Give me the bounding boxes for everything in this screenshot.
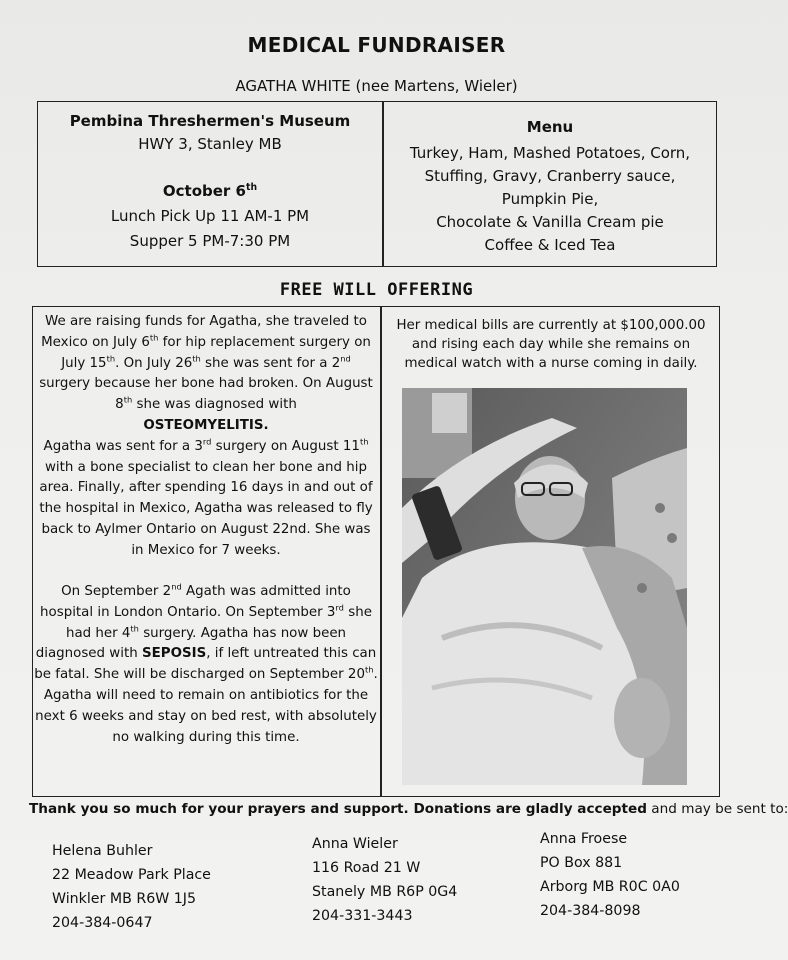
hospital-bed-photo-illustration xyxy=(402,388,687,785)
venue-address: HWY 3, Stanley MB xyxy=(138,135,282,153)
menu-line: Coffee & Iced Tea xyxy=(484,236,616,254)
contact-street: 116 Road 21 W xyxy=(312,860,421,876)
contact-phone: 204-331-3443 xyxy=(312,908,413,924)
story-paragraph-2: On September 2nd Agath was admitted into hospital in London Ontario. On September 3rd she had her 4th surgery. Agatha has now been diagnosed with SEPOSIS, if left untreated this can be fatal. She will be discharged on September 20th. Agatha will need to remain on antibiotics for the next 6 weeks and stay on bed rest, with absolutely no walking during this time. xyxy=(34,581,378,745)
menu-line: Chocolate & Vanilla Cream pie xyxy=(436,213,664,231)
diagnosis-sepsis: SEPOSIS xyxy=(141,646,207,662)
story-box-divider xyxy=(380,306,382,797)
contact-card xyxy=(52,839,211,935)
contact-card xyxy=(312,832,457,928)
event-box-divider xyxy=(382,101,384,267)
page-subtitle: AGATHA WHITE (nee Martens, Wieler) xyxy=(235,77,518,95)
menu-line: Turkey, Ham, Mashed Potatoes, Corn, xyxy=(409,144,691,162)
menu-heading: Menu xyxy=(526,118,574,136)
diagnosis-osteomyelitis: OSTEOMYELITIS. xyxy=(143,417,269,433)
lunch-time: Lunch Pick Up 11 AM-1 PM xyxy=(110,207,310,225)
contact-name: Anna Froese xyxy=(540,831,628,847)
free-will-offering-heading: FREE WILL OFFERING xyxy=(279,280,474,300)
contact-city: Arborg MB R0C 0A0 xyxy=(540,879,680,895)
contact-city: Winkler MB R6W 1J5 xyxy=(52,891,197,907)
medical-bills-text: Her medical bills are currently at $100,000.00 and rising each day while she remains on medical watch with a nurse coming in daily. xyxy=(396,318,706,371)
menu-line: Stuffing, Gravy, Cranberry sauce, xyxy=(424,167,676,185)
supper-time: Supper 5 PM-7:30 PM xyxy=(129,232,291,250)
contact-street: PO Box 881 xyxy=(540,855,623,871)
venue-name: Pembina Threshermen's Museum xyxy=(69,112,351,130)
contact-city: Stanely MB R6P 0G4 xyxy=(312,884,458,900)
contact-phone: 204-384-0647 xyxy=(52,915,153,931)
contact-phone: 204-384-8098 xyxy=(540,903,641,919)
event-date: October 6th xyxy=(162,182,258,200)
menu-line: Pumpkin Pie, xyxy=(501,190,599,208)
page-title: MEDICAL FUNDRAISER xyxy=(247,33,506,57)
contact-card xyxy=(540,827,680,923)
contact-name: Anna Wieler xyxy=(312,836,398,852)
thanks-note: Thank you so much for your prayers and support. Donations are gladly accepted and may be sent to: xyxy=(29,801,788,817)
contact-name: Helena Buhler xyxy=(52,843,153,859)
contact-street: 22 Meadow Park Place xyxy=(52,867,211,883)
story-paragraph-1: We are raising funds for Agatha, she traveled to Mexico on July 6th for hip replacement surgery on July 15th. On July 26th she was sent for a 2nd surgery because her bone had broken. On August 8th she was diagnosed with OSTEOMYELITIS. Agatha was sent for a 3rd surgery on August 11th with a bone specialist to clean her bone and hip area. Finally, after spending 16 days in and out of the hospital in Mexico, Agatha was released to fly back to Aylmer Ontario on August 22nd. She was in Mexico for 7 weeks. xyxy=(39,314,373,558)
patient-photo xyxy=(402,388,687,785)
